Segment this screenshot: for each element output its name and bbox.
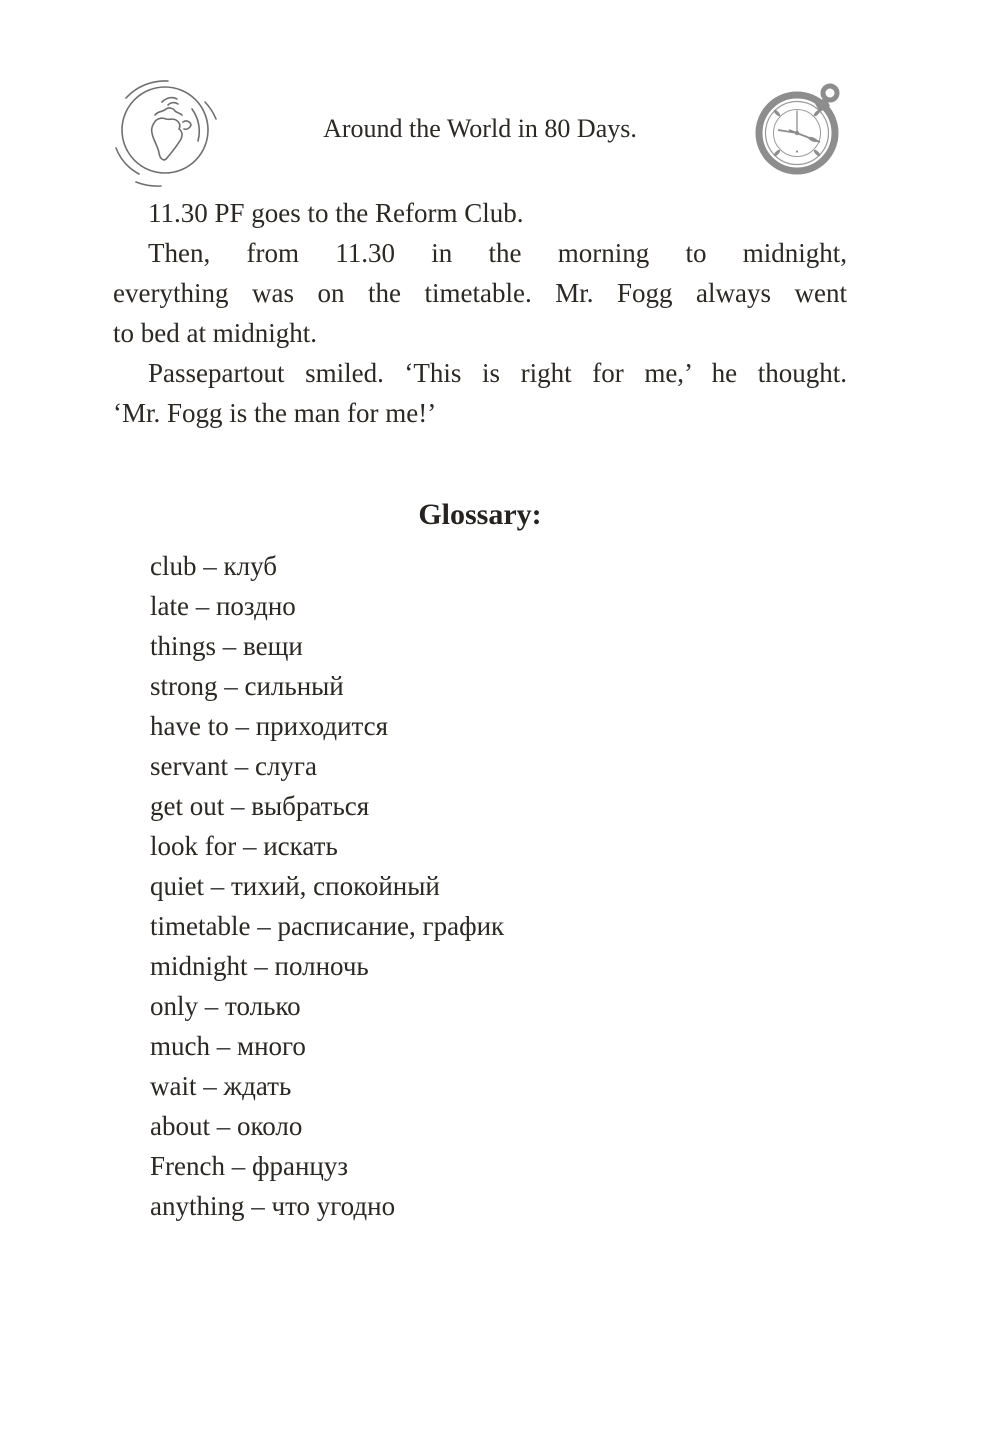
glossary-translation: сильный [244, 671, 344, 701]
dash-separator: – [224, 1151, 252, 1181]
dash-separator: – [196, 551, 224, 581]
pocket-watch-icon [752, 80, 852, 176]
dash-separator: – [236, 831, 264, 861]
glossary-term: get out [150, 791, 225, 821]
glossary-item [150, 786, 847, 826]
glossary-item [150, 706, 847, 746]
glossary-item [150, 1106, 847, 1146]
glossary-translation: расписание, график [277, 911, 505, 941]
glossary-translation: около [237, 1111, 303, 1141]
dash-separator: – [210, 1111, 237, 1141]
dash-separator: – [227, 751, 255, 781]
glossary-translation: много [237, 1031, 306, 1061]
glossary-translation: ждать [223, 1071, 292, 1101]
glossary-item [150, 546, 847, 586]
glossary-item [150, 826, 847, 866]
dash-separator: – [188, 591, 216, 621]
glossary-item [150, 666, 847, 706]
dash-separator: – [244, 1191, 272, 1221]
glossary-term: things [150, 631, 217, 661]
dash-separator: – [250, 911, 278, 941]
glossary-translation: клуб [223, 551, 277, 581]
glossary-item [150, 986, 847, 1026]
text-line: Then, from 11.30 in the morning to midnight, [148, 238, 847, 268]
page-title: Around the World in 80 Days. [323, 114, 637, 143]
glossary-term: servant [150, 751, 228, 781]
glossary-term: club [150, 551, 197, 581]
glossary-term: quiet [150, 871, 204, 901]
glossary-term: only [150, 991, 199, 1021]
glossary-term: have to [150, 711, 229, 741]
dash-separator: – [204, 871, 231, 901]
glossary-translation: искать [263, 831, 338, 861]
text-line: ‘Mr. Fogg is the man for me!’ [113, 398, 437, 428]
glossary-translation: слуга [254, 751, 317, 781]
paragraph [113, 353, 847, 433]
glossary-list [150, 546, 847, 1226]
glossary-translation: тихий, спокойный [231, 871, 440, 901]
dash-separator: – [216, 631, 244, 661]
glossary-item [150, 586, 847, 626]
text-line: Passepartout smiled. ‘This is right for me,’ he thought. [148, 358, 847, 388]
text-line: everything was on the timetable. Mr. Fogg always went [113, 278, 847, 308]
glossary-term: timetable [150, 911, 251, 941]
glossary-item [150, 1026, 847, 1066]
glossary-term: late [150, 591, 189, 621]
glossary-item [150, 946, 847, 986]
glossary-item [150, 1146, 847, 1186]
glossary-term: French [150, 1151, 225, 1181]
glossary-item [150, 1066, 847, 1106]
dash-separator: – [210, 1031, 237, 1061]
glossary-translation: что угодно [271, 1191, 396, 1221]
text-line: to bed at midnight. [113, 318, 317, 348]
glossary-term: much [150, 1031, 210, 1061]
glossary-term: strong [150, 671, 218, 701]
page-header [0, 78, 987, 190]
glossary-translation: выбраться [251, 791, 370, 821]
glossary-item [150, 626, 847, 666]
glossary-term: look for [150, 831, 237, 861]
glossary-item [150, 746, 847, 786]
dash-separator: – [196, 1071, 224, 1101]
paragraph [113, 193, 847, 233]
dash-separator: – [247, 951, 275, 981]
glossary-item [150, 866, 847, 906]
glossary-heading: Glossary: [418, 498, 542, 531]
glossary-translation: полночь [274, 951, 369, 981]
glossary-term: midnight [150, 951, 248, 981]
glossary-item [150, 1186, 847, 1226]
glossary-translation: поздно [215, 591, 296, 621]
paragraph [113, 233, 847, 353]
glossary-term: wait [150, 1071, 197, 1101]
glossary-translation: вещи [243, 631, 303, 661]
glossary-translation: француз [251, 1151, 349, 1181]
story-text [113, 193, 847, 1226]
dash-separator: – [217, 671, 245, 701]
dash-separator: – [224, 791, 252, 821]
glossary-translation: только [225, 991, 301, 1021]
dash-separator: – [228, 711, 256, 741]
glossary-item [150, 906, 847, 946]
glossary-term: about [150, 1111, 210, 1141]
glossary-translation: приходится [255, 711, 389, 741]
glossary-term: anything [150, 1191, 245, 1221]
dash-separator: – [198, 991, 226, 1021]
text-line: 11.30 PF goes to the Reform Club. [148, 198, 524, 228]
story-paragraphs [113, 193, 847, 433]
